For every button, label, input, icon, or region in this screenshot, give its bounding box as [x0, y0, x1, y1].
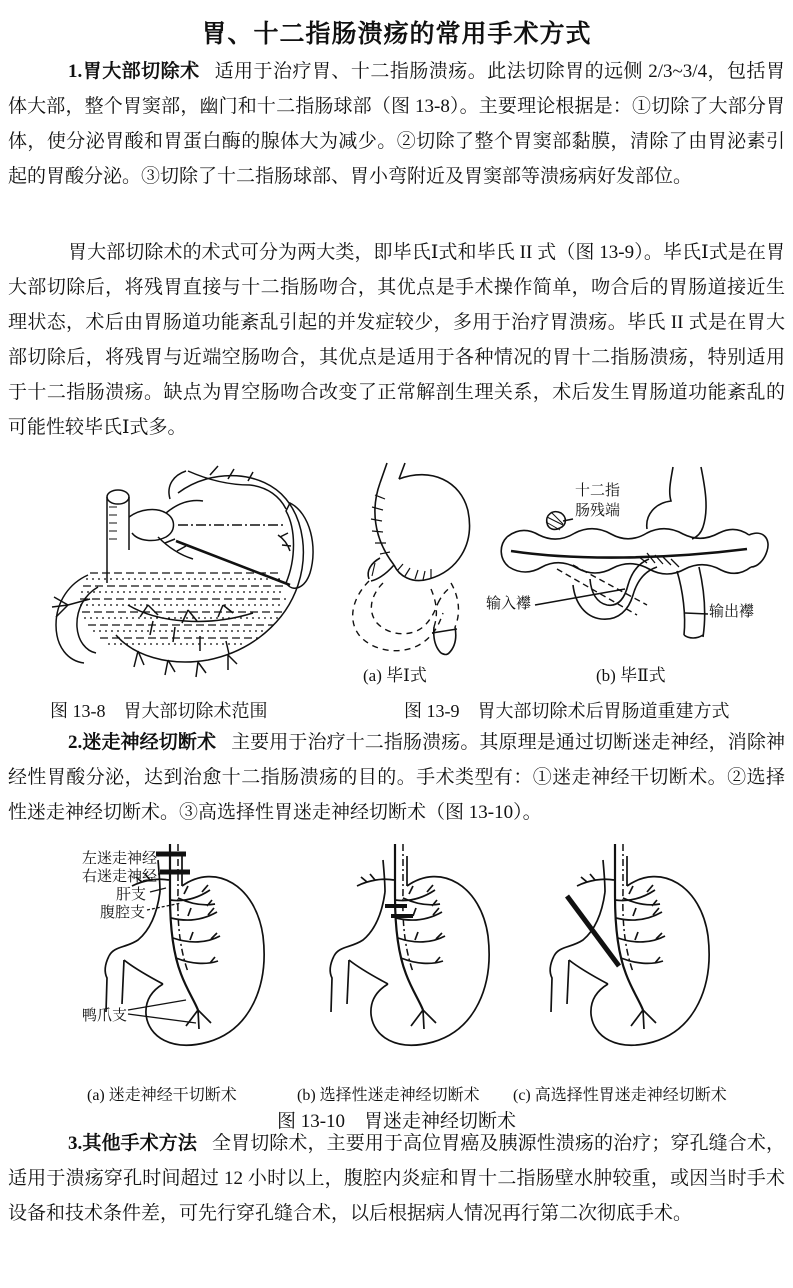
fig10c-subcaption: (c) 高选择性胃迷走神经切断术 [513, 1087, 727, 1104]
section-2-text: 主要用于治疗十二指肠溃疡。其原理是通过切断迷走神经，消除神经性胃酸分泌，达到治愈十二指肠溃疡的目的。手术类型有：①迷走神经干切断术。②选择性迷走神经切断术。③高选择性胃迷走神经切断术（图 13-10）。 [8, 732, 785, 823]
hepatic-branch-label: 肝支 [116, 887, 147, 903]
right-vagus-label: 右迷走神经 [82, 869, 158, 885]
paragraph-1 [8, 54, 785, 194]
fig10-caption: 图 13-10 胃迷走神经切断术 [276, 1111, 517, 1132]
section-2-heading: 2.迷走神经切断术 [68, 732, 217, 753]
section-3-heading: 3.其他手术方法 [68, 1133, 197, 1154]
fig9-caption: 图 13-9 胃大部切除术后胃肠道重建方式 [404, 701, 730, 721]
figure-row-1 [0, 455, 793, 698]
paragraph-2 [8, 235, 785, 445]
left-vagus-label: 左迷走神经 [82, 851, 158, 867]
paragraph-4 [8, 1126, 785, 1231]
fig-13-8-drawing [52, 466, 313, 677]
fig-13-10b-drawing [330, 844, 489, 1045]
fig-13-10c-drawing [550, 844, 709, 1045]
fig9a-subcaption: (a) 毕Ⅰ式 [363, 666, 427, 685]
crow-foot-branch-label: 鸭爪支 [82, 1008, 128, 1024]
section-1-text: 适用于治疗胃、十二指肠溃疡。此法切除胃的远侧 2/3~3/4，包括胃体大部，整个胃窦部，幽门和十二指肠球部（图 13-8）。主要理论根据是：①切除了大部分胃体，使分泌胃酸和胃蛋白酶的腺体大为减少。②切除了整个胃窦部黏膜，清除了由胃泌素引起的胃酸分泌。③切除了十二指肠球部、胃小弯附近及胃窦部等溃疡病好发部位。 [8, 61, 785, 187]
fig10b-subcaption: (b) 选择性迷走神经切断术 [297, 1087, 480, 1104]
section-1-heading: 1.胃大部切除术 [68, 61, 200, 82]
fig10a-subcaption: (a) 迷走神经干切断术 [87, 1087, 237, 1104]
afferent-loop-label: 输入襻 [486, 596, 532, 612]
figure-row-2 [0, 842, 793, 1082]
celiac-branch-label: 腹腔支 [100, 905, 146, 921]
section-1b-text: 胃大部切除术的术式可分为两大类，即毕氏Ⅰ式和毕氏 II 式（图 13-9）。毕氏Ⅰ式是在胃大部切除后，将残胃直接与十二指肠吻合，其优点是手术操作简单，吻合后的胃肠道接近生理状态，术后由胃肠道功能紊乱引起的并发症较少，多用于治疗胃溃疡。毕氏 II 式是在胃大部切除后，将残胃与近端空肠吻合，其优点是适用于各种情况的胃十二指肠溃疡，特别适用于十二指肠溃疡。缺点为胃空肠吻合改变了正常解剖生理关系，术后发生胃肠道功能紊乱的可能性较毕氏Ⅰ式多。 [8, 242, 785, 438]
fig8-caption: 图 13-8 胃大部切除术范围 [50, 701, 268, 721]
fig-13-9a-drawing [353, 463, 470, 655]
fig9b-subcaption: (b) 毕Ⅱ式 [596, 666, 666, 685]
efferent-loop-label: 输出襻 [709, 604, 755, 620]
duodenal-stump-label: 十二指肠残端 [575, 483, 621, 519]
section-3-text: 全胃切除术，主要用于高位胃癌及胰源性溃疡的治疗；穿孔缝合术，适用于溃疡穿孔时间超过 12 小时以上，腹腔内炎症和胃十二指肠壁水肿较重，或因当时手术设备和技术条件差，可先行穿孔缝合术，以后根据病人情况再行第二次彻底手术。 [8, 1133, 785, 1224]
page-title: 胃、十二指肠溃疡的常用手术方式 [201, 21, 592, 48]
paragraph-3 [8, 725, 785, 830]
